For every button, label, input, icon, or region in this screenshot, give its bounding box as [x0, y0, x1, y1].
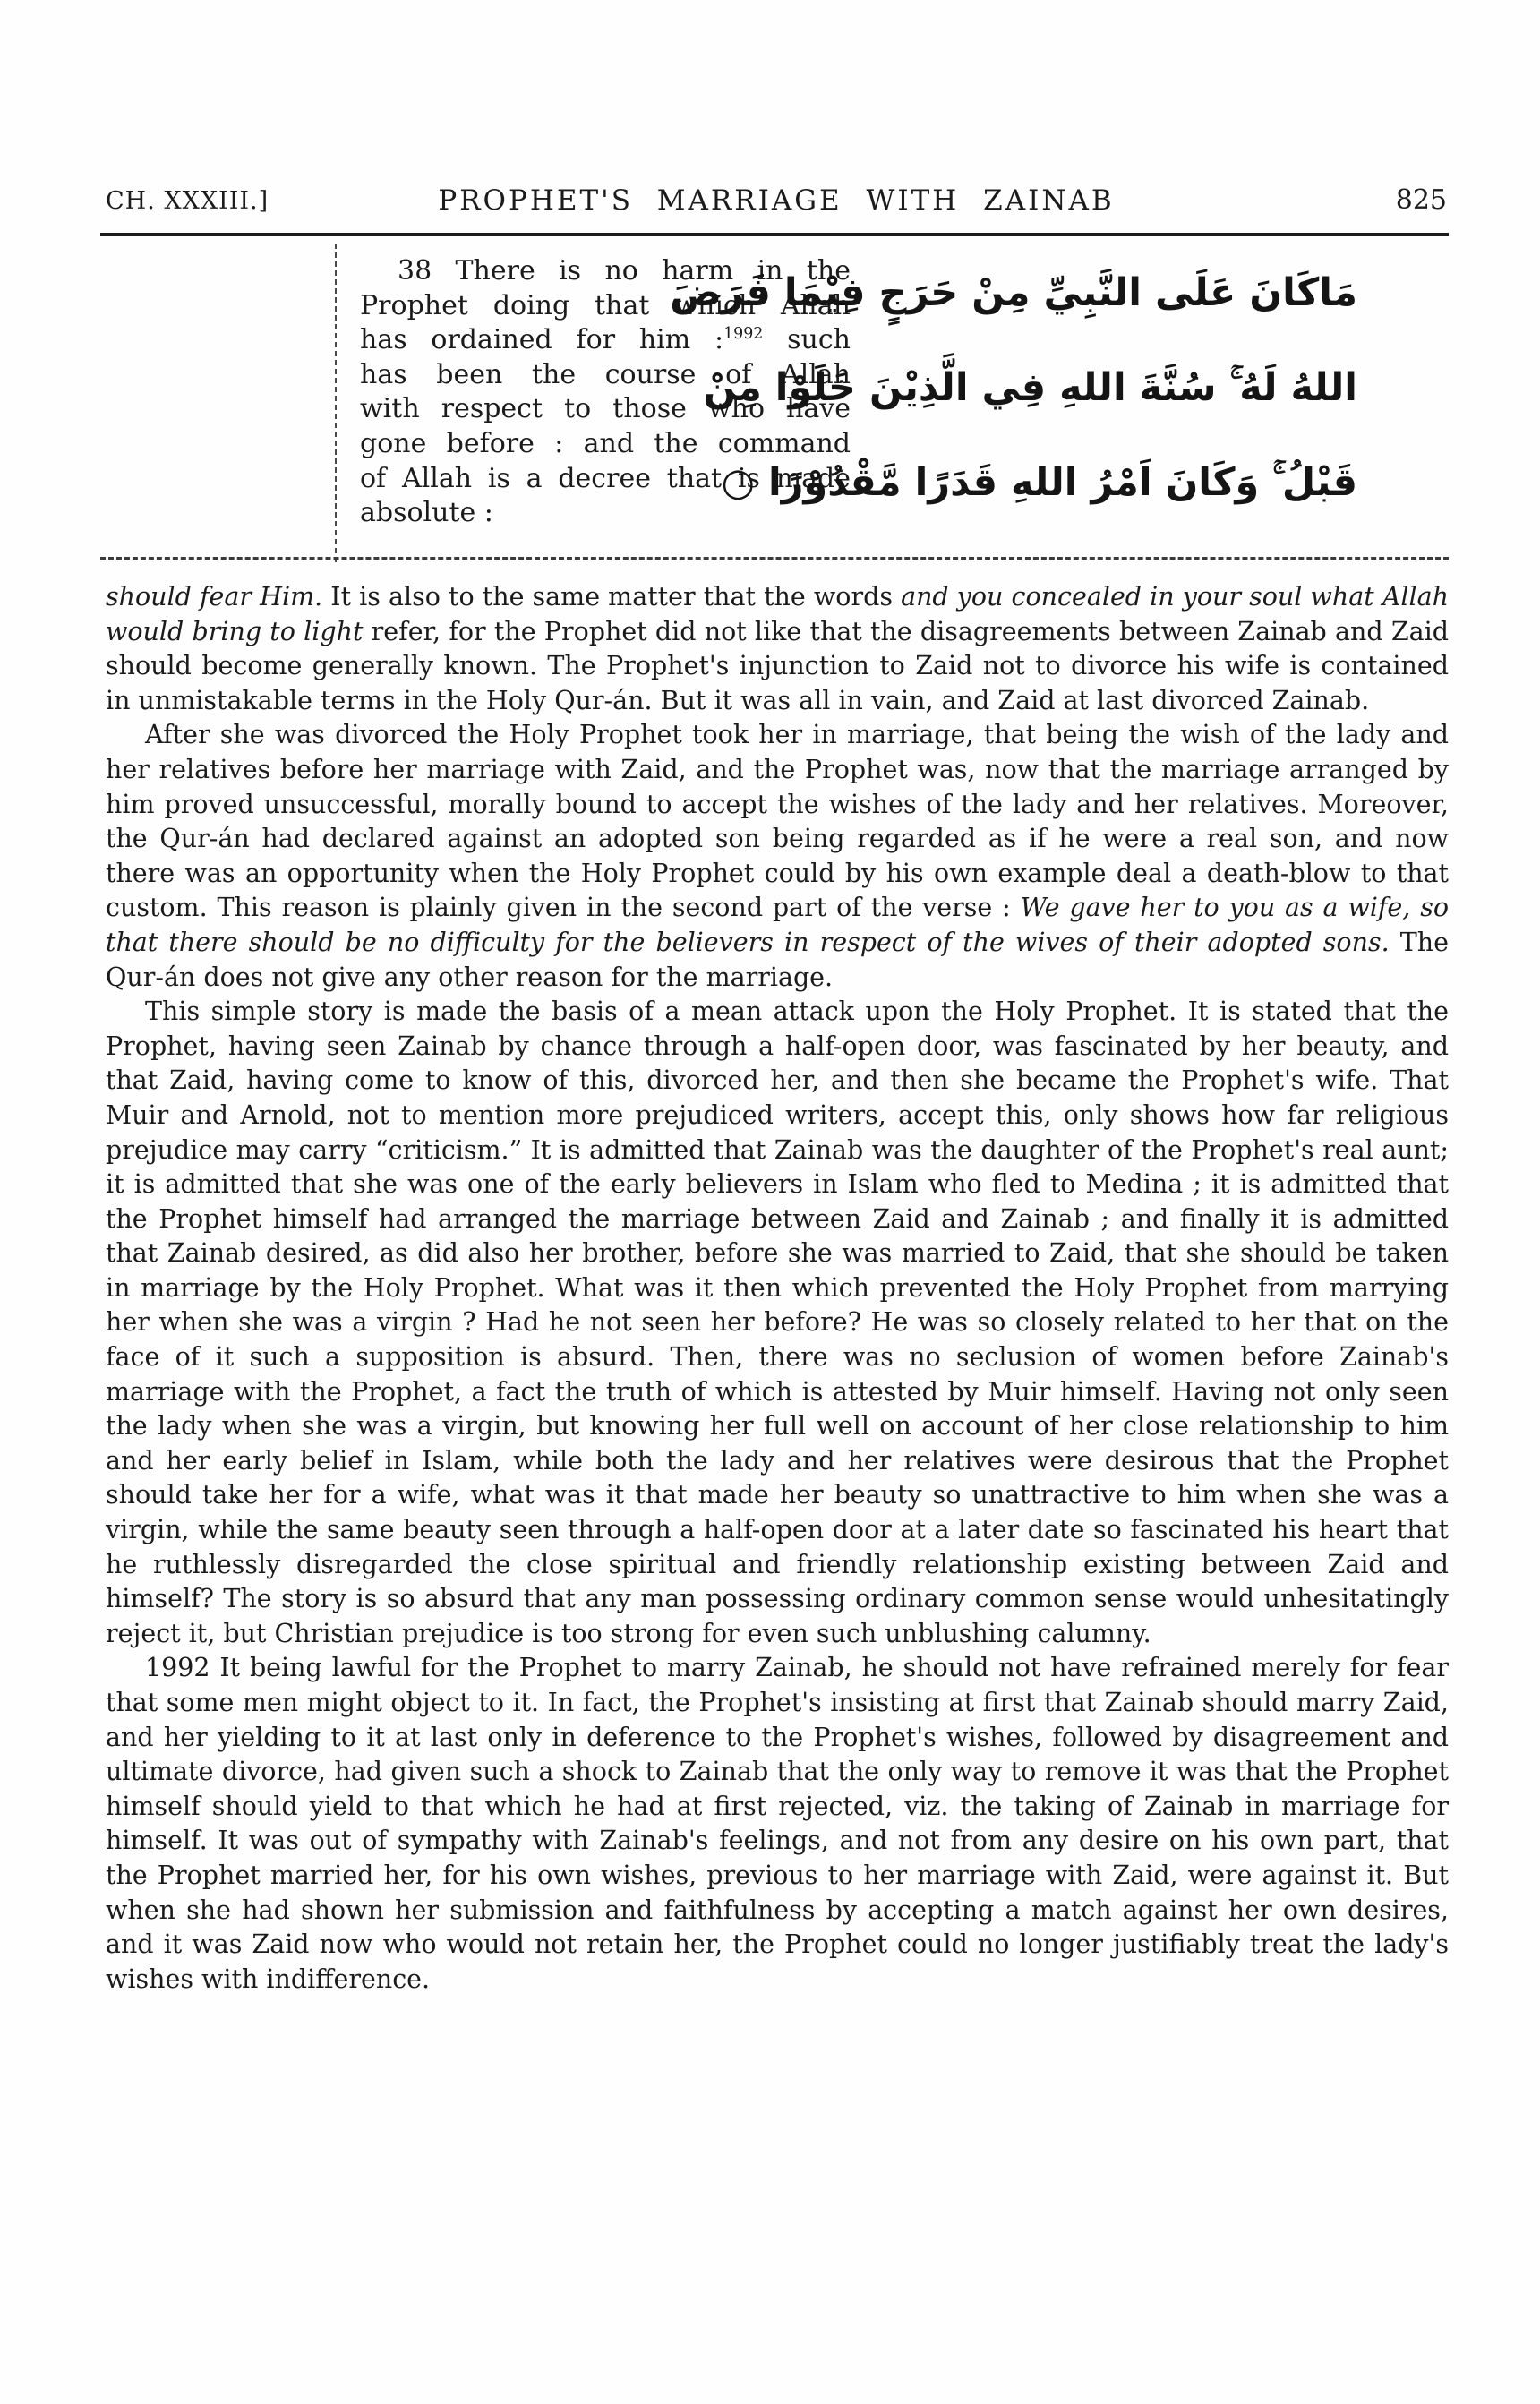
verse-arabic-text — [670, 245, 1357, 530]
commentary-paragraph: This simple story is made the basis of a mean attack upon the Holy Prophet. It is stated that the Prophet, having seen Zainab by chance through a half-open door, was fascinated by her beauty, and that Zaid, having come to know of this, divorced her, and then she became the Prophet's wife. That Muir and Arnold, not to mention more prejudiced writers, accept this, only shows how far religious prejudice may carry “criticism.” It is admitted that Zainab was the daughter of the Prophet's real aunt; it is admitted that she was one of the early believers in Islam who fled to Medina ; it is admitted that the Prophet himself had arranged the marriage between Zaid and Zainab ; and finally it is admitted that Zainab desired, as did also her brother, before she was married to Zaid, that she should be taken in marriage by the Holy Prophet. What was it then which prevented the Holy Prophet from marrying her when she was a virgin ? Had he not seen her before? He was so closely related to her that on the face of it such a supposition is absurd. Then, there was no seclusion of women before Zainab's marriage with the Prophet, a fact the truth of which is attested by Muir himself. Having not only seen the lady when she was a virgin, but knowing her full well on account of her close relationship to him and her early belief in Islam, while both the lady and her relatives were desirous that the Prophet should take her for a wife, what was it that made her beauty so unattractive to him when she was a virgin, while the same beauty seen through a half-open door at a later date so fascinated his heart that he ruthlessly disregarded the close spiritual and friendly relationship existing between Zaid and himself? The story is so absurd that any man possessing ordinary common sense would unhesitatingly reject it, but Christian prejudice is too strong for even such unblushing calumny. — [106, 997, 1449, 1648]
chapter-label: CH. XXXIII.] — [106, 187, 270, 215]
section-divider — [100, 557, 1449, 560]
verse-line: absolute : — [360, 497, 493, 529]
verse-line: of Allah is a decree that is made — [360, 462, 851, 494]
commentary-paragraph: should fear Him. It is also to the same matter that the words and you concealed in your soul what Allah would bring to light refer, for the Prophet did not like that the disagreements between Zainab and Zaid should become generally known. The Prophet's injunction to Zaid not to divorce his wife is contained in unmistakable terms in the Holy Qur-án. But it was all in vain, and Zaid at last divorced Zainab. — [106, 582, 1449, 715]
verse-column-divider — [335, 244, 337, 562]
verse-line: 38 There is no harm in the — [398, 255, 851, 287]
running-title: PROPHET'S MARRIAGE WITH ZAINAB — [438, 184, 1115, 217]
page-number: 825 — [1395, 184, 1447, 216]
verse-line: Prophet doing that which Allah — [360, 289, 851, 321]
verse-line: has ordained for him :$^{1992}$ such — [360, 324, 851, 356]
verse-line: gone before : and the command — [360, 427, 851, 459]
commentary-text — [106, 580, 1449, 1997]
page-header — [106, 184, 1447, 229]
arabic-line: مَاكَانَ عَلَى النَّبِيِّ مِنْ حَرَجٍ فِيْمَا فَرَضَ — [670, 270, 1357, 315]
commentary-paragraph: After she was divorced the Holy Prophet took her in marriage, that being the wish of the lady and her relatives before her marriage with Zaid, and the Prophet was, now that the marriage arranged by him proved unsuccessful, morally bound to accept the wishes of the lady and her relatives. Moreover, the Qur-án had declared against an adopted son being regarded as if he were a real son, and now there was an opportunity when the Holy Prophet could by his own example deal a death-blow to that custom. This reason is plainly given in the second part of the verse : We gave her to you as a wife, so that there should be no difficulty for the believers in respect of the wives of their adopted sons. The Qur-án does not give any other reason for the marriage. — [106, 720, 1449, 992]
arabic-line: قَبْلُ ۚ وَكَانَ اَمْرُ اللهِ قَدَرًا مَّقْدُوْرًا ○ — [721, 460, 1357, 505]
verse-line: has been the course of Allah — [360, 358, 851, 390]
arabic-line: اللهُ لَهُ ۚ سُنَّةَ اللهِ فِي الَّذِيْنَ خَلَوْا مِنْ — [703, 365, 1357, 410]
header-rule — [100, 233, 1449, 236]
commentary-paragraph: 1992 It being lawful for the Prophet to marry Zainab, he should not have refrained merely for fear that some men might object to it. In fact, the Prophet's insisting at first that Zainab should marry Zaid, and her yielding to it at last only in deference to the Prophet's wishes, followed by disagreement and ultimate divorce, had given such a shock to Zainab that the only way to remove it was that the Prophet himself should yield to that which he had at first rejected, viz. the taking of Zainab in marriage for himself. It was out of sympathy with Zainab's feelings, and not from any desire on his own part, that the Prophet married her, for his own wishes, previous to her marriage with Zaid, were against it. But when she had shown her submission and faithfulness by accepting a match against her own desires, and it was Zaid now who would not retain her, the Prophet could no longer justifiably treat the lady's wishes with indifference. — [106, 1653, 1449, 1994]
verse-line: with respect to those who have — [360, 393, 851, 425]
